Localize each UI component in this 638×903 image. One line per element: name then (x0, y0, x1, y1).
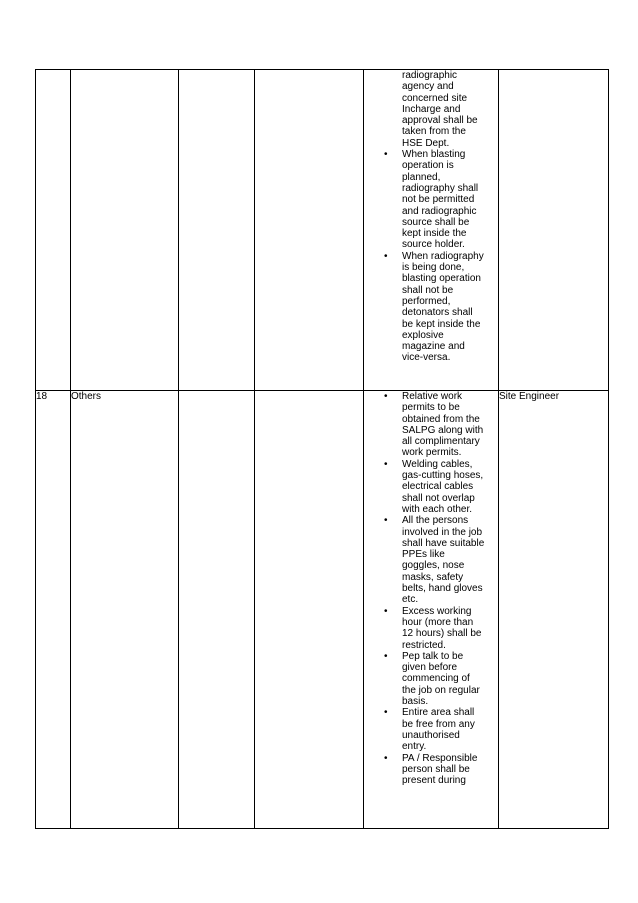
item-line: goggles, nose (402, 560, 465, 572)
list-item (364, 391, 500, 459)
item-line: be kept inside the (402, 318, 481, 330)
item-line: vice-versa. (402, 352, 451, 364)
responsibility-text: Site Engineer (499, 391, 560, 402)
list-item (364, 149, 500, 251)
item-line: When blasting (402, 149, 466, 161)
item-line: entry. (402, 741, 427, 753)
item-line: radiography shall (402, 182, 479, 194)
responsibility-cell (499, 391, 609, 829)
item-line: Excess working (402, 605, 472, 617)
bullet-icon: • (384, 458, 388, 470)
continued-item (364, 70, 500, 149)
measures-cell (364, 391, 499, 829)
item-line: All the persons (402, 515, 469, 527)
continued-line: concerned site (402, 92, 468, 104)
continued-line: Incharge and (402, 103, 461, 115)
item-line: shall have suitable (402, 537, 485, 549)
list-item (364, 753, 500, 787)
item-line: hour (more than (402, 616, 474, 628)
activity-cell (71, 70, 179, 391)
item-line: restricted. (402, 639, 446, 651)
continued-line: HSE Dept. (402, 137, 450, 149)
responsibility-cell (499, 70, 609, 391)
item-line: PA / Responsible (402, 752, 478, 764)
bullet-icon: • (384, 391, 388, 402)
measures-list (364, 391, 498, 786)
item-line: belts, hand gloves (402, 583, 483, 595)
item-line: operation is (402, 160, 454, 172)
item-line: masks, safety (402, 571, 464, 583)
continued-line: taken from the (402, 126, 466, 138)
item-line: involved in the job (402, 526, 483, 538)
item-line: unauthorised (402, 729, 460, 741)
item-line: the job on regular (402, 684, 480, 696)
bullet-icon: • (384, 515, 388, 527)
item-line: source holder. (402, 239, 465, 251)
item-line: kept inside the (402, 228, 467, 240)
table-row (36, 70, 609, 391)
bullet-icon: • (384, 149, 388, 161)
item-line: be free from any (402, 718, 475, 730)
bullet-icon: • (384, 250, 388, 262)
bullet-icon: • (384, 752, 388, 764)
item-line: magazine and (402, 341, 465, 353)
empty-cell (179, 70, 255, 391)
item-line: When radiography (402, 250, 484, 262)
measures-list (364, 70, 498, 364)
item-line: person shall be (402, 763, 470, 775)
activity-cell (71, 391, 179, 829)
item-line: all complimentary (402, 436, 480, 448)
item-line: shall not be (402, 284, 454, 296)
item-line: blasting operation (402, 273, 481, 285)
table-row (36, 391, 609, 829)
item-line: shall not overlap (402, 492, 475, 504)
row-number-cell (36, 391, 71, 829)
item-line: Pep talk to be (402, 650, 464, 662)
list-item (364, 707, 500, 752)
item-line: not be permitted (402, 194, 475, 206)
item-line: detonators shall (402, 307, 473, 319)
bullet-icon: • (384, 605, 388, 617)
item-line: and radiographic (402, 205, 477, 217)
empty-cell (179, 391, 255, 829)
item-line: given before (402, 662, 458, 674)
item-line: SALPG along with (402, 424, 484, 436)
item-line: source shall be (402, 216, 470, 228)
item-line: permits to be (402, 402, 460, 414)
bullet-icon: • (384, 650, 388, 662)
item-line: electrical cables (402, 481, 474, 493)
continued-line: radiographic (402, 70, 458, 81)
list-item (364, 606, 500, 651)
row-number-cell (36, 70, 71, 391)
list-item (364, 515, 500, 605)
measures-cell (364, 70, 499, 391)
list-item (364, 459, 500, 515)
item-line: performed, (402, 295, 451, 307)
item-line: with each other. (402, 503, 473, 515)
item-line: obtained from the (402, 413, 480, 425)
empty-cell (255, 70, 364, 391)
item-line: planned, (402, 171, 441, 183)
continued-line: agency and (402, 81, 454, 93)
item-line: commencing of (402, 673, 470, 685)
item-line: explosive (402, 329, 444, 341)
bullet-icon: • (384, 707, 388, 719)
item-line: 12 hours) shall be (402, 628, 482, 640)
item-line: work permits. (402, 447, 462, 459)
item-line: Entire area shall (402, 707, 475, 719)
list-item (364, 251, 500, 364)
row-number: 18 (36, 391, 48, 402)
empty-cell (255, 391, 364, 829)
item-line: PPEs like (402, 549, 445, 561)
item-line: etc. (402, 594, 419, 606)
item-line: present during (402, 775, 466, 787)
activity-text: Others (71, 391, 102, 402)
item-line: basis. (402, 696, 429, 708)
item-line: Relative work (402, 391, 463, 402)
item-line: Welding cables, (402, 458, 473, 470)
item-line: is being done, (402, 262, 465, 274)
safety-table (35, 69, 609, 829)
continued-line: approval shall be (402, 115, 478, 127)
list-item (364, 651, 500, 707)
item-line: gas-cutting hoses, (402, 470, 484, 482)
